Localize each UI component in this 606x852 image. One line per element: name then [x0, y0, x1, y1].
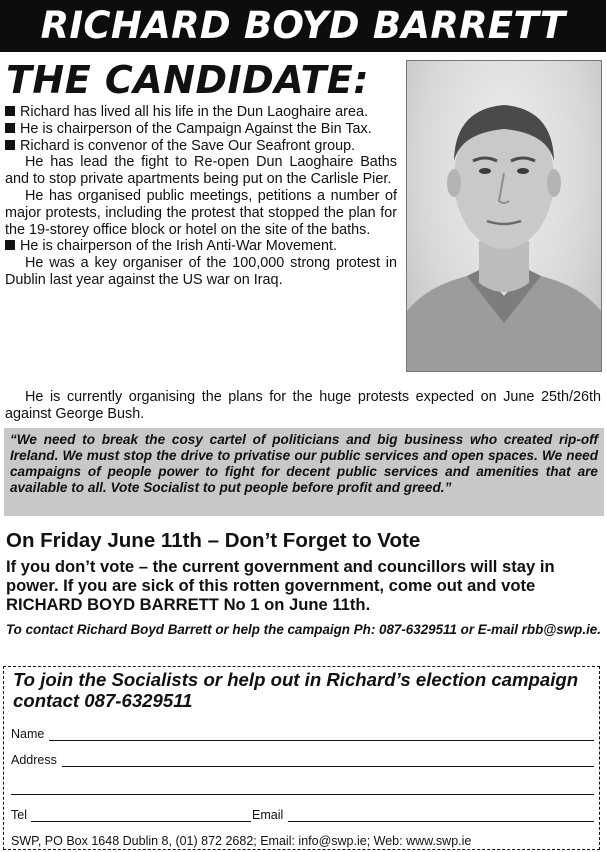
- bio-continuation: [5, 389, 601, 423]
- join-form: [3, 666, 600, 850]
- bio-paragraph: He has organised public meetings, petitions a number of major protests, including the protest that stopped the plan for the 19-storey office block or hotel on the site of the baths.: [5, 187, 397, 238]
- tel-field[interactable]: [31, 821, 251, 822]
- candidate-quote: “We need to break the cosy cartel of politicians and big business who created rip-off Ireland. We must stop the drive to privatise our public services and open spaces. We need campaigns of people power to fight for decent public services and amenities that are available to all. Vote Socialist to put people before profit and greed.”: [4, 428, 604, 516]
- candidate-name-banner: RICHARD BOYD BARRETT: [0, 0, 606, 52]
- bio-item: Richard has lived all his life in the Dun Laoghaire area.: [5, 104, 397, 121]
- candidate-bio: [5, 104, 397, 289]
- bullet-square-icon: [5, 106, 15, 116]
- tel-label: Tel: [11, 808, 27, 822]
- vote-reminder-heading: On Friday June 11th – Don’t Forget to Vote: [6, 529, 421, 552]
- bullet-square-icon: [5, 123, 15, 133]
- candidate-name-emphasis: RICHARD BOYD BARRETT: [6, 595, 219, 614]
- bio-paragraph: He has lead the fight to Re-open Dun Laoghaire Baths and to stop private apartments being put on the Carlisle Pier.: [5, 154, 397, 188]
- email-field[interactable]: [288, 821, 594, 822]
- candidate-photo: [406, 60, 602, 372]
- address-field-line-2[interactable]: [11, 794, 594, 795]
- name-field[interactable]: [49, 740, 594, 741]
- campaign-contact: To contact Richard Boyd Barrett or help the campaign Ph: 087-6329511 or E-mail rbb@swp.ie.: [6, 622, 601, 637]
- portrait-illustration: [407, 61, 601, 371]
- bullet-square-icon: [5, 240, 15, 250]
- bio-paragraph: He was a key organiser of the 100,000 strong protest in Dublin last year against the US war on Iraq.: [5, 255, 397, 288]
- bio-paragraph: He is currently organising the plans for the huge protests expected on June 25th/26th against George Bush.: [5, 389, 601, 422]
- address-field[interactable]: [62, 766, 594, 767]
- name-label: Name: [11, 727, 45, 741]
- bio-item: Richard is convenor of the Save Our Seafront group.: [5, 138, 397, 155]
- section-heading: THE CANDIDATE:: [6, 58, 370, 102]
- bullet-square-icon: [5, 140, 15, 150]
- bio-item: He is chairperson of the Campaign Against the Bin Tax.: [5, 121, 397, 138]
- bio-item: He is chairperson of the Irish Anti-War Movement.: [5, 238, 397, 255]
- vote-appeal: If you don’t vote – the current government and councillors will stay in power. If you are sick of this rotten government, come out and vote RICHARD BOYD BARRETT No 1 on June 11th.: [6, 557, 555, 614]
- organisation-footer: SWP, PO Box 1648 Dublin 8, (01) 872 2682; Email: info@swp.ie; Web: www.swp.ie: [11, 834, 472, 848]
- address-label: Address: [11, 753, 57, 767]
- join-form-title: To join the Socialists or help out in Richard’s election campaign contact 087-6329511: [13, 669, 579, 711]
- email-label: Email: [252, 808, 284, 822]
